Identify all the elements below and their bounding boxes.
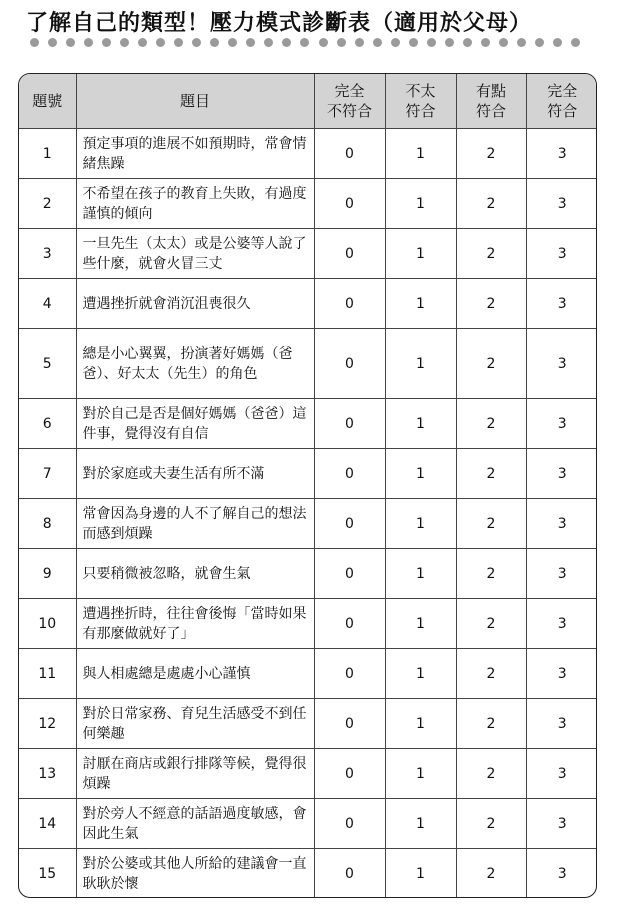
score-not-really: 1	[385, 799, 456, 849]
divider-dot	[264, 38, 273, 47]
score-not-really: 1	[385, 179, 456, 229]
divider-dot	[499, 38, 508, 47]
score-completely: 3	[526, 279, 597, 329]
score-somewhat: 2	[456, 279, 526, 329]
score-somewhat: 2	[456, 129, 526, 179]
divider-dot	[300, 38, 309, 47]
score-not-at-all: 0	[314, 279, 385, 329]
score-somewhat: 2	[456, 849, 526, 899]
score-somewhat: 2	[456, 799, 526, 849]
table-row	[19, 449, 597, 499]
row-question: 討厭在商店或銀行排隊等候，覺得很煩躁	[76, 749, 314, 799]
header-not-at-all: 完全 不符合	[314, 74, 385, 129]
score-not-really: 1	[385, 849, 456, 899]
score-not-really: 1	[385, 279, 456, 329]
table-row	[19, 329, 597, 399]
table-row	[19, 849, 597, 899]
table-row	[19, 549, 597, 599]
diagnosis-table-frame	[18, 73, 597, 898]
score-completely: 3	[526, 329, 597, 399]
score-not-really: 1	[385, 749, 456, 799]
score-somewhat: 2	[456, 329, 526, 399]
row-question: 總是小心翼翼，扮演著好媽媽（爸爸）、好太太（先生）的角色	[76, 329, 314, 399]
score-somewhat: 2	[456, 499, 526, 549]
divider-dot	[156, 38, 165, 47]
divider-dot	[337, 38, 346, 47]
dotted-divider	[30, 38, 580, 48]
score-not-at-all: 0	[314, 449, 385, 499]
row-number: 7	[19, 449, 76, 499]
divider-dot	[481, 38, 490, 47]
score-somewhat: 2	[456, 749, 526, 799]
row-number: 9	[19, 549, 76, 599]
row-number: 3	[19, 229, 76, 279]
score-completely: 3	[526, 749, 597, 799]
score-not-really: 1	[385, 549, 456, 599]
score-completely: 3	[526, 179, 597, 229]
score-not-at-all: 0	[314, 329, 385, 399]
table-row	[19, 749, 597, 799]
divider-dot	[409, 38, 418, 47]
divider-dot	[48, 38, 57, 47]
row-question: 一旦先生（太太）或是公婆等人說了些什麼，就會火冒三丈	[76, 229, 314, 279]
row-number: 4	[19, 279, 76, 329]
score-not-really: 1	[385, 129, 456, 179]
table-row	[19, 229, 597, 279]
table-row	[19, 649, 597, 699]
divider-dot	[553, 38, 562, 47]
score-not-really: 1	[385, 599, 456, 649]
divider-dot	[66, 38, 75, 47]
row-number: 8	[19, 499, 76, 549]
divider-dot	[30, 38, 39, 47]
row-number: 6	[19, 399, 76, 449]
row-question: 常會因為身邊的人不了解自己的想法而感到煩躁	[76, 499, 314, 549]
divider-dot	[102, 38, 111, 47]
divider-dot	[355, 38, 364, 47]
score-somewhat: 2	[456, 549, 526, 599]
diagnosis-table	[19, 74, 597, 898]
divider-dot	[84, 38, 93, 47]
table-row	[19, 279, 597, 329]
score-not-at-all: 0	[314, 399, 385, 449]
row-number: 15	[19, 849, 76, 899]
header-not-really: 不太 符合	[385, 74, 456, 129]
divider-dot	[517, 38, 526, 47]
divider-dot	[246, 38, 255, 47]
row-question: 與人相處總是處處小心謹慎	[76, 649, 314, 699]
table-row	[19, 499, 597, 549]
divider-dot	[174, 38, 183, 47]
row-question: 預定事項的進展不如預期時，常會情緒焦躁	[76, 129, 314, 179]
divider-dot	[282, 38, 291, 47]
divider-dot	[319, 38, 328, 47]
row-question: 遭遇挫折就會消沉沮喪很久	[76, 279, 314, 329]
table-row	[19, 599, 597, 649]
score-completely: 3	[526, 849, 597, 899]
page-title: 了解自己的類型！壓力模式診斷表（適用於父母）	[26, 11, 533, 36]
score-not-really: 1	[385, 229, 456, 279]
divider-dot	[373, 38, 382, 47]
row-question: 對於旁人不經意的話語過度敏感，會因此生氣	[76, 799, 314, 849]
score-not-at-all: 0	[314, 749, 385, 799]
row-question: 對於自己是否是個好媽媽（爸爸）這件事，覺得沒有自信	[76, 399, 314, 449]
row-number: 12	[19, 699, 76, 749]
row-number: 14	[19, 799, 76, 849]
row-number: 5	[19, 329, 76, 399]
row-number: 2	[19, 179, 76, 229]
divider-dot	[391, 38, 400, 47]
row-number: 11	[19, 649, 76, 699]
score-completely: 3	[526, 399, 597, 449]
divider-dot	[571, 38, 580, 47]
score-not-really: 1	[385, 699, 456, 749]
score-somewhat: 2	[456, 449, 526, 499]
score-completely: 3	[526, 129, 597, 179]
score-completely: 3	[526, 599, 597, 649]
score-not-really: 1	[385, 649, 456, 699]
score-not-at-all: 0	[314, 549, 385, 599]
row-question: 對於公婆或其他人所給的建議會一直耿耿於懷	[76, 849, 314, 899]
divider-dot	[138, 38, 147, 47]
score-somewhat: 2	[456, 649, 526, 699]
table-header-row	[19, 74, 597, 129]
score-not-at-all: 0	[314, 599, 385, 649]
score-not-at-all: 0	[314, 179, 385, 229]
row-number: 13	[19, 749, 76, 799]
score-not-at-all: 0	[314, 129, 385, 179]
table-row	[19, 399, 597, 449]
row-number: 1	[19, 129, 76, 179]
score-completely: 3	[526, 229, 597, 279]
divider-dot	[228, 38, 237, 47]
divider-dot	[463, 38, 472, 47]
score-somewhat: 2	[456, 599, 526, 649]
header-question: 題目	[76, 74, 314, 129]
row-question: 不希望在孩子的教育上失敗，有過度謹慎的傾向	[76, 179, 314, 229]
score-not-really: 1	[385, 499, 456, 549]
score-not-really: 1	[385, 329, 456, 399]
divider-dot	[192, 38, 201, 47]
row-number: 10	[19, 599, 76, 649]
row-question: 對於日常家務、育兒生活感受不到任何樂趣	[76, 699, 314, 749]
row-question: 對於家庭或夫妻生活有所不滿	[76, 449, 314, 499]
score-completely: 3	[526, 649, 597, 699]
table-row	[19, 799, 597, 849]
score-completely: 3	[526, 499, 597, 549]
header-number: 題號	[19, 74, 76, 129]
divider-dot	[210, 38, 219, 47]
score-somewhat: 2	[456, 229, 526, 279]
divider-dot	[427, 38, 436, 47]
score-not-at-all: 0	[314, 849, 385, 899]
header-somewhat: 有點 符合	[456, 74, 526, 129]
score-not-really: 1	[385, 449, 456, 499]
table-row	[19, 129, 597, 179]
table-row	[19, 699, 597, 749]
row-question: 只要稍微被忽略，就會生氣	[76, 549, 314, 599]
row-question: 遭遇挫折時，往往會後悔「當時如果有那麼做就好了」	[76, 599, 314, 649]
score-somewhat: 2	[456, 179, 526, 229]
score-completely: 3	[526, 699, 597, 749]
score-completely: 3	[526, 549, 597, 599]
score-completely: 3	[526, 449, 597, 499]
score-not-really: 1	[385, 399, 456, 449]
divider-dot	[535, 38, 544, 47]
score-not-at-all: 0	[314, 649, 385, 699]
score-somewhat: 2	[456, 399, 526, 449]
header-completely: 完全 符合	[526, 74, 597, 129]
score-not-at-all: 0	[314, 499, 385, 549]
score-somewhat: 2	[456, 699, 526, 749]
table-row	[19, 179, 597, 229]
score-not-at-all: 0	[314, 699, 385, 749]
score-not-at-all: 0	[314, 799, 385, 849]
divider-dot	[445, 38, 454, 47]
score-not-at-all: 0	[314, 229, 385, 279]
score-completely: 3	[526, 799, 597, 849]
divider-dot	[120, 38, 129, 47]
